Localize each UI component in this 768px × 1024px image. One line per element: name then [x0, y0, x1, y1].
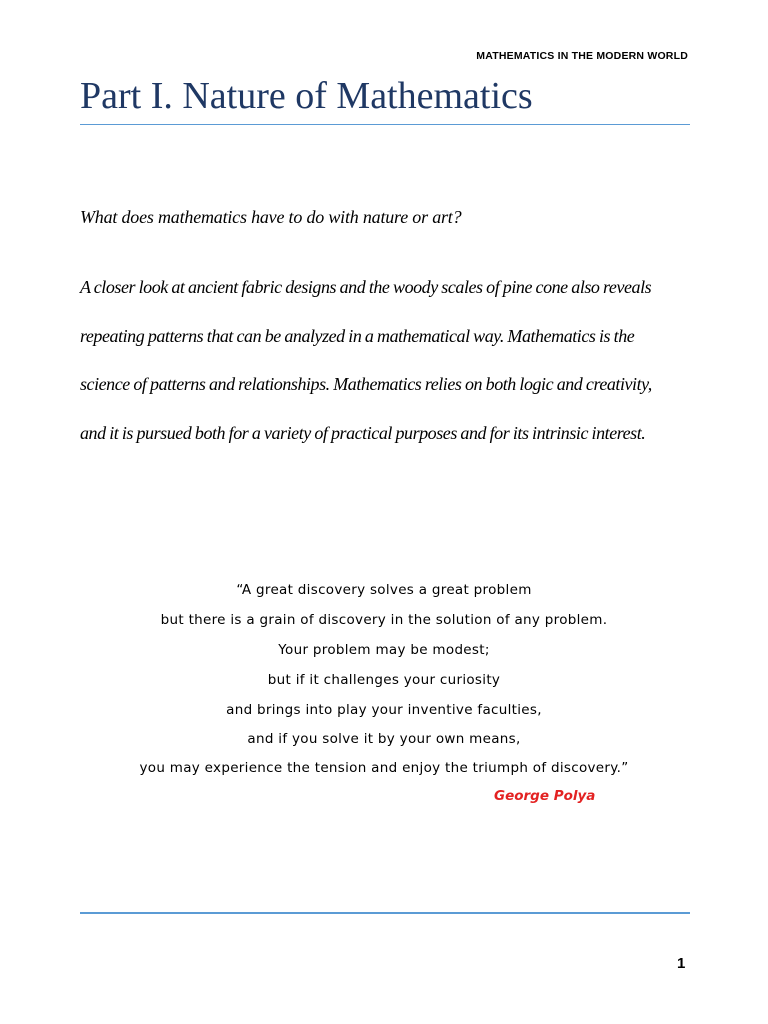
quote-line: but if it challenges your curiosity — [267, 672, 501, 688]
body-line: A closer look at ancient fabric designs and the woody scales of pine cone also reveals — [80, 277, 652, 297]
quote-author: George Polya — [494, 788, 596, 804]
quote-line: and brings into play your inventive faculties, — [226, 702, 542, 718]
page-title: Part I. Nature of Mathematics — [80, 75, 533, 117]
page-number: 1 — [677, 955, 686, 972]
question-text: What does mathematics have to do with nature or art? — [80, 207, 462, 227]
body-paragraph — [80, 273, 692, 467]
title-underline-rule — [80, 124, 690, 125]
quote-line: “A great discovery solves a great problem — [236, 582, 532, 598]
footer-rule — [80, 912, 690, 914]
running-header: MATHEMATICS IN THE MODERN WORLD — [476, 50, 688, 62]
quote-line: and if you solve it by your own means, — [247, 731, 521, 747]
body-line: repeating patterns that can be analyzed in a mathematical way. Mathematics is the — [80, 325, 635, 346]
body-line: science of patterns and relationships. Mathematics relies on both logic and creativity, — [80, 374, 652, 394]
body-line: and it is pursued both for a variety of practical purposes and for its intrinsic interest. — [80, 422, 646, 443]
quote-line: but there is a grain of discovery in the solution of any problem. — [160, 612, 608, 628]
quote-line: Your problem may be modest; — [278, 642, 490, 658]
quote-line: you may experience the tension and enjoy the triumph of discovery.” — [139, 760, 629, 776]
